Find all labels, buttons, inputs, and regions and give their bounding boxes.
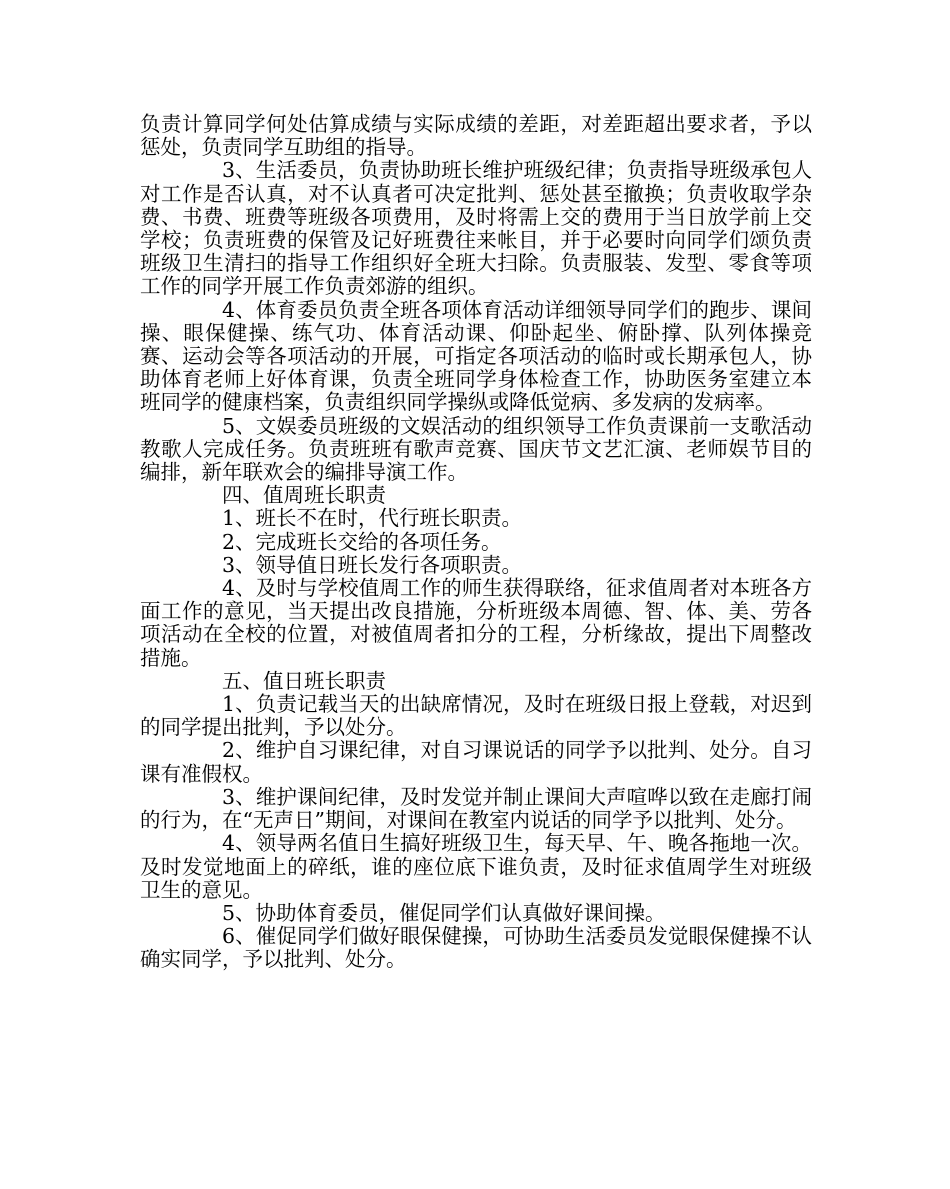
list-item: 4、领导两名值日生搞好班级卫生，每天早、午、晚各拖地一次。及时发觉地面上的碎纸，谁的座位底下谁负责，及时征求值周学生对班级卫生的意见。 — [140, 831, 812, 902]
paragraph-sports-committee: 4、体育委员负责全班各项体育活动详细领导同学们的跑步、课间操、眼保健操、练气功、体育活动课、仰卧起坐、俯卧撑、队列体操竞赛、运动会等各项活动的开展，可指定各项活动的临时或长期承包人，协助体育老师上好体育课，负责全班同学身体检查工作，协助医务室建立本班同学的健康档案，负责组织同学操纵或降低觉病、多发病的发病率。 — [140, 297, 812, 415]
list-item: 2、完成班长交给的各项任务。 — [222, 529, 502, 554]
list-item: 2、维护自习课纪律，对自习课说话的同学予以批判、处分。自习课有准假权。 — [140, 738, 812, 786]
list-item: 3、领导值日班长发行各项职责。 — [222, 552, 523, 577]
list-item: 1、班长不在时，代行班长职责。 — [222, 506, 523, 531]
section-heading-weekly-monitor: 四、值周班长职责 — [222, 483, 386, 508]
paragraph-life-committee: 3、生活委员，负责协助班长维护班级纪律；负责指导班级承包人对工作是否认真，对不认真者可决定批判、惩处甚至撤换；负责收取学杂费、书费、班费等班级各项费用，及时将需上交的费用于当日放学前上交学校；负责班费的保管及记好班费往来帐目，并于必要时向同学们颂负责班级卫生清扫的指导工作组织好全班大扫除。负责服装、发型、零食等项工作的同学开展工作负责郊游的组织。 — [140, 158, 812, 299]
section-heading-daily-monitor: 五、值日班长职责 — [222, 668, 386, 693]
list-item: 6、催促同学们做好眼保健操，可协助生活委员发觉眼保健操不认确实同学，予以批判、处分。 — [140, 924, 812, 972]
list-item: 1、负责记载当天的出缺席情况，及时在班级日报上登载，对迟到的同学提出批判，予以处分。 — [140, 692, 812, 740]
list-item: 4、及时与学校值周工作的师生获得联络，征求值周者对本班各方面工作的意见，当天提出改良措施，分析班级本周德、智、体、美、劳各项活动在全校的位置，对被值周者扣分的工程，分析缘故，提出下周整改措施。 — [140, 576, 812, 670]
paragraph-continuation: 负责计算同学何处估算成绩与实际成绩的差距，对差距超出要求者，予以惩处，负责同学互助组的指导。 — [140, 112, 812, 160]
list-item: 5、协助体育委员，催促同学们认真做好课间操。 — [222, 900, 666, 925]
list-item: 3、维护课间纪律，及时发觉并制止课间大声喧哗以致在走廊打闹的行为，在“无声日”期间，对课间在教室内说话的同学予以批判、处分。 — [140, 784, 812, 833]
paragraph-entertainment-committee: 5、文娱委员班级的文娱活动的组织领导工作负责课前一支歌活动教歌人完成任务。负责班班有歌声竞赛、国庆节文艺汇演、老师娱节目的编排，新年联欢会的编排导演工作。 — [140, 413, 812, 485]
document-body — [140, 113, 812, 972]
